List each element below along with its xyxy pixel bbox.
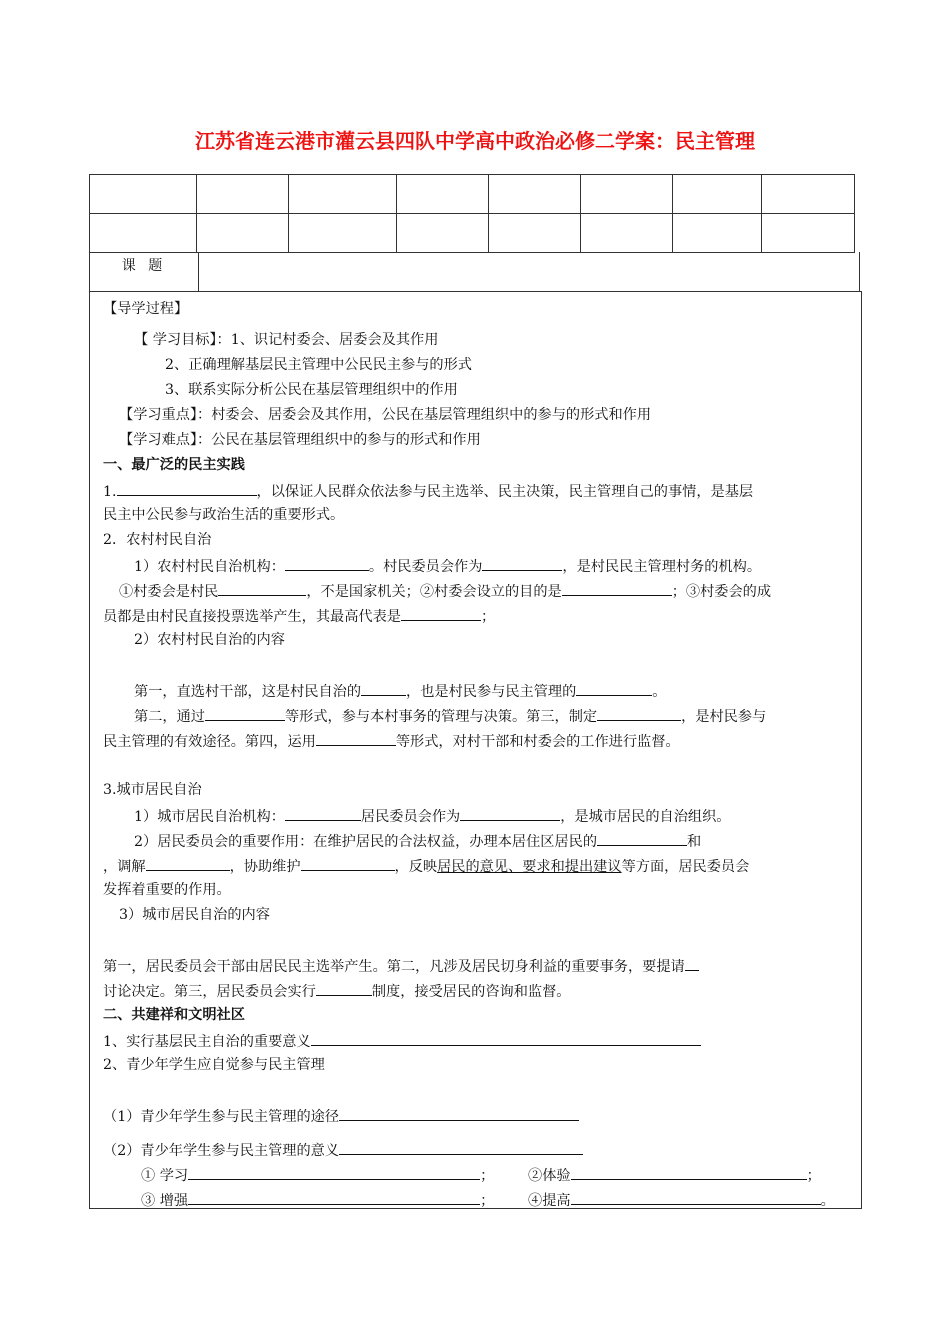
text-line: [528, 1190, 835, 1210]
fill-blank[interactable]: [460, 806, 560, 821]
text-line: [103, 1140, 583, 1160]
text: 1）城市居民自治机构：: [134, 809, 285, 825]
fill-blank[interactable]: [285, 806, 361, 821]
text-line: [528, 1165, 821, 1185]
fill-blank[interactable]: [301, 856, 395, 871]
difficulty-line: 【学习难点】：公民在基层管理组织中的参与的形式和作用: [119, 432, 481, 448]
text: （1）青少年学生参与民主管理的途径: [103, 1109, 340, 1125]
text-line: [103, 606, 495, 626]
text: 。: [820, 1193, 835, 1209]
text-line: 发挥着重要的作用。: [103, 882, 231, 898]
text-line: [119, 581, 771, 601]
page-title: 江苏省连云港市灌云县四队中学高中政治必修二学案：民主管理: [195, 129, 755, 153]
fill-blank[interactable]: [188, 1190, 480, 1205]
section-label: 【导学过程】: [103, 301, 189, 317]
text-line: [134, 831, 701, 851]
text: 等形式，对村干部和村委会的工作进行监督。: [395, 734, 680, 750]
text: ；: [480, 609, 496, 625]
text: ④提高: [528, 1193, 571, 1209]
fill-blank[interactable]: [401, 606, 481, 621]
text: ，是村民民主管理村务的机构。: [562, 559, 762, 575]
text: 制度，接受居民的咨询和监督。: [371, 984, 571, 1000]
fill-blank[interactable]: [339, 1106, 579, 1121]
text: ③ 增强: [141, 1193, 189, 1209]
fill-blank[interactable]: [188, 1165, 480, 1180]
heading-two: 二、共建祥和文明社区: [103, 1007, 245, 1023]
text: 1、实行基层民主自治的重要意义: [103, 1034, 311, 1050]
text: ②体验: [528, 1168, 571, 1184]
fill-blank[interactable]: [685, 956, 699, 971]
text: ，以保证人民群众依法参与民主选举、民主决策，民主管理自己的事情，是基层: [256, 484, 754, 500]
fill-blank[interactable]: [285, 556, 369, 571]
text: ，是城市居民的自治组织。: [560, 809, 731, 825]
text: 第一，居民委员会干部由居民民主选举产生。第二，凡涉及居民切身利益的重要事务，要提请: [103, 959, 685, 975]
text: ，协助维护: [229, 859, 301, 875]
text-line: 3.城市居民自治: [103, 782, 202, 798]
text: 居民委员会作为: [360, 809, 461, 825]
key-point-line: 【学习重点】：村委会、居委会及其作用，公民在基层管理组织中的参与的形式和作用: [119, 407, 652, 423]
fill-blank[interactable]: [316, 731, 396, 746]
fill-blank[interactable]: [482, 556, 562, 571]
text-line: [103, 1106, 579, 1126]
text: ①村委会是村民: [119, 584, 219, 600]
text: 2）居民委员会的重要作用：在维护居民的合法权益，办理本居住区居民的: [134, 834, 598, 850]
text-line: [103, 981, 570, 1001]
text-line: [103, 1031, 701, 1051]
text-line: 2）农村村民自治的内容: [134, 632, 285, 648]
text: 员都是由村民直接投票选举产生，其最高代表是: [103, 609, 401, 625]
fill-blank[interactable]: [316, 981, 372, 996]
text-line: [141, 1165, 494, 1185]
text-line: [134, 806, 731, 826]
fill-blank[interactable]: [146, 856, 230, 871]
text: 第一，直选村干部，这是村民自治的: [134, 684, 362, 700]
text: 讨论决定。第三，居民委员会实行: [103, 984, 316, 1000]
fill-blank[interactable]: [562, 581, 672, 596]
text-line: [134, 556, 761, 576]
text: ，反映: [394, 859, 438, 875]
text: ，调解: [103, 859, 146, 875]
text: 第二，通过: [134, 709, 205, 725]
grid-row: [90, 175, 855, 214]
text: ，不是国家机关；②村委会设立的目的是: [306, 584, 562, 600]
goal-line: 3、联系实际分析公民在基层管理组织中的作用: [165, 382, 458, 398]
text-line: [141, 1190, 494, 1210]
text-line: 2．农村村民自治: [103, 532, 212, 548]
text: 。村民委员会作为: [368, 559, 483, 575]
fill-blank[interactable]: [597, 706, 681, 721]
text: 等方面，居民委员会: [621, 859, 750, 875]
text: 1.: [103, 484, 117, 500]
goal-line: 【 学习目标】：1、识记村委会、居委会及其作用: [134, 332, 439, 348]
text: ，也是村民参与民主管理的: [406, 684, 577, 700]
keti-label: 课 题: [90, 252, 199, 291]
grid-row: [90, 214, 855, 253]
fill-blank[interactable]: [218, 581, 306, 596]
fill-blank[interactable]: [597, 831, 687, 846]
text-line: [103, 856, 749, 876]
text-line: [103, 956, 699, 976]
header-grid: [89, 174, 855, 253]
text: ；③村委会的成: [671, 584, 772, 600]
goal-line: 2、正确理解基层民主管理中公民民主参与的形式: [165, 357, 472, 373]
text: ① 学习: [141, 1168, 189, 1184]
fill-blank[interactable]: [311, 1031, 701, 1046]
text: （2）青少年学生参与民主管理的意义: [103, 1143, 340, 1159]
text-line: [134, 681, 666, 701]
text-line: 3）城市居民自治的内容: [119, 907, 270, 923]
text: 。: [652, 684, 667, 700]
underlined-text: 居民的意见、要求和提出建议: [437, 859, 622, 875]
text-line: 2、青少年学生应自觉参与民主管理: [103, 1057, 325, 1073]
text: ；: [480, 1193, 495, 1209]
fill-blank[interactable]: [339, 1140, 583, 1155]
fill-blank[interactable]: [571, 1190, 821, 1205]
text: ，是村民参与: [681, 709, 767, 725]
fill-blank[interactable]: [576, 681, 652, 696]
fill-blank[interactable]: [117, 481, 257, 496]
text-line: 民主中公民参与政治生活的重要形式。: [103, 507, 345, 523]
text-line: [103, 481, 753, 501]
keti-row: [89, 252, 860, 292]
text-line: [134, 706, 766, 726]
heading-one: 一、最广泛的民主实践: [103, 457, 245, 473]
text: ；: [480, 1168, 495, 1184]
text: 和: [687, 834, 702, 850]
text-line: [103, 731, 680, 751]
text: 民主管理的有效途径。第四，运用: [103, 734, 316, 750]
fill-blank[interactable]: [571, 1165, 807, 1180]
fill-blank[interactable]: [361, 681, 406, 696]
text: 等形式，参与本村事务的管理与决策。第三，制定: [284, 709, 598, 725]
text: 1）农村村民自治机构：: [134, 559, 285, 575]
fill-blank[interactable]: [205, 706, 285, 721]
text: ；: [806, 1168, 821, 1184]
